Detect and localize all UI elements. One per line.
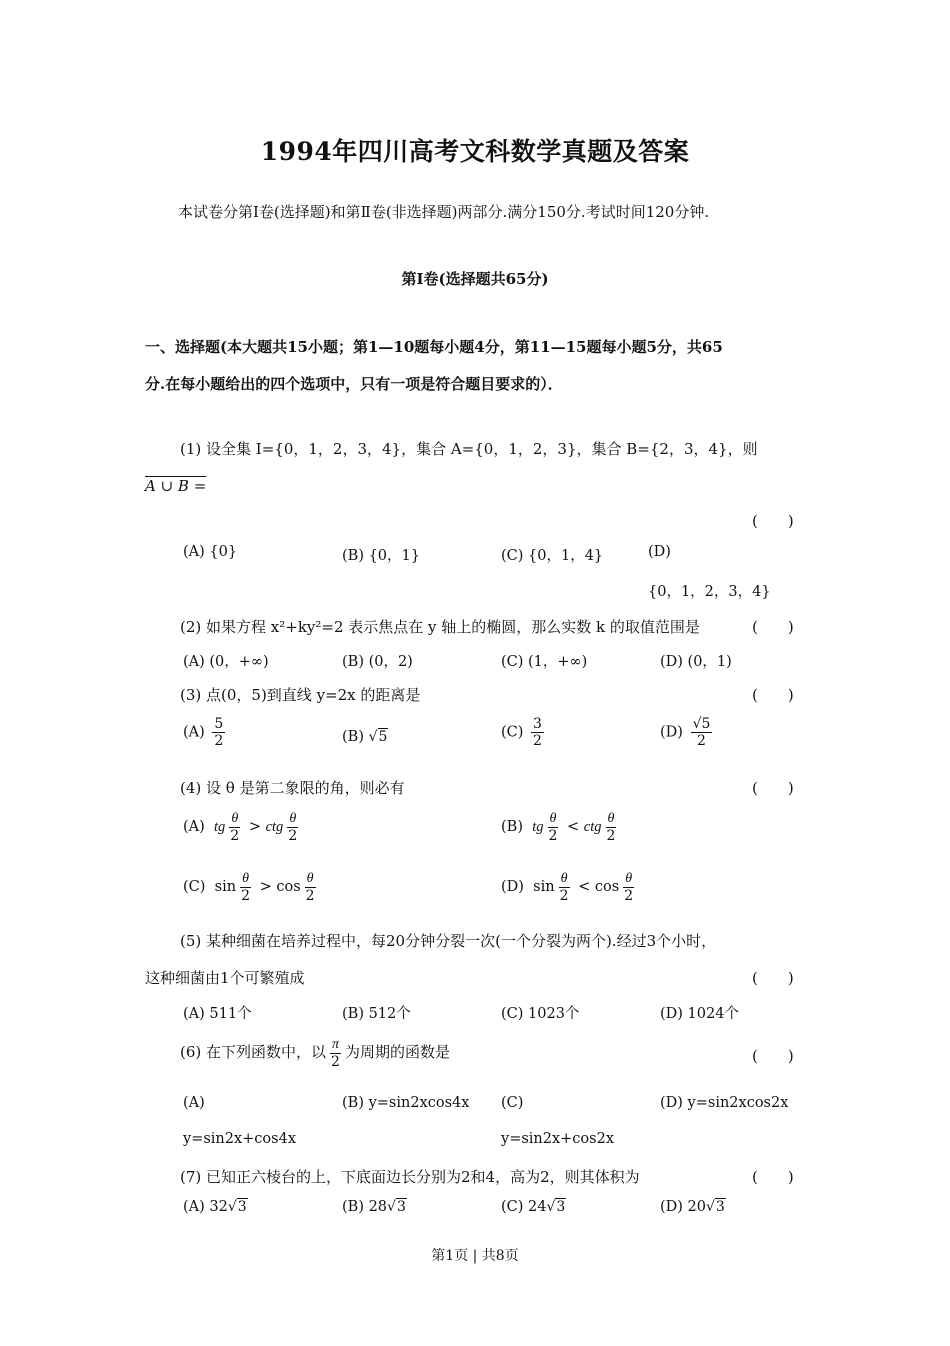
q2-option-a: (A) (0，+∞) bbox=[183, 654, 269, 670]
q3-stem: (3) 点(0，5)到直线 y=2x 的距离是 bbox=[180, 686, 421, 704]
q4-option-c: (C) sin $\frac{\theta}{2}$ > cos $\frac{\theta}{2}$ bbox=[183, 871, 315, 905]
q5-option-d: (D) 1024个 bbox=[660, 1006, 739, 1022]
q4-option-d: (D) sin $\frac{\theta}{2}$ < cos $\frac{\theta}{2}$ bbox=[501, 871, 634, 905]
section1-instructions-line2: 分.在每小题给出的四个选项中，只有一项是符合题目要求的）． bbox=[145, 375, 563, 393]
q1-option-b: (B) {0，1} bbox=[342, 548, 420, 564]
q6-option-c: (C) bbox=[501, 1095, 524, 1111]
q6-option-a: (A) bbox=[183, 1095, 205, 1111]
section1-instructions-line1: 一、选择题(本大题共15小题；第1—10题每小题4分，第11—15题每小题5分，共65 bbox=[145, 338, 723, 356]
q6-option-a-value: y=sin2x+cos4x bbox=[183, 1131, 297, 1147]
q2-stem: (2) 如果方程 x²+ky²=2 表示焦点在 y 轴上的椭圆，那么实数 k 的取值范围是 bbox=[180, 618, 700, 636]
q5-answer-paren: ( ) bbox=[752, 969, 794, 987]
q1-answer-paren: ( ) bbox=[752, 512, 794, 530]
q5-option-a: (A) 511个 bbox=[183, 1006, 252, 1022]
q3-answer-paren: ( ) bbox=[752, 686, 794, 704]
q7-option-c: (C) 24√3 bbox=[501, 1199, 566, 1215]
q7-answer-paren: ( ) bbox=[752, 1168, 794, 1186]
q1-option-d-value: {0，1，2，3，4} bbox=[648, 584, 771, 600]
q3-option-c: (C) $\frac{3}{2}$ bbox=[501, 716, 542, 750]
part1-heading: 第Ⅰ卷(选择题共65分) bbox=[401, 270, 549, 288]
q5-option-c: (C) 1023个 bbox=[501, 1006, 580, 1022]
q6-option-d: (D) y=sin2xcos2x bbox=[660, 1095, 789, 1111]
q1-stem: (1) 设全集 I={0，1，2，3，4}，集合 A={0，1，2，3}，集合 B={2，3，4}，则 bbox=[180, 440, 758, 458]
q5-stem-line2: 这种细菌由1个可繁殖成 bbox=[145, 969, 305, 987]
q4-option-a: (A) tg $\frac{\theta}{2}$ > ctg $\frac{\theta}{2}$ bbox=[183, 811, 298, 845]
q7-stem: (7) 已知正六棱台的上，下底面边长分别为2和4，高为2，则其体积为 bbox=[180, 1168, 640, 1186]
q2-option-b: (B) (0，2) bbox=[342, 654, 413, 670]
q2-option-c: (C) (1，+∞) bbox=[501, 654, 588, 670]
q3-option-b: (B) √5 bbox=[342, 729, 388, 745]
q7-option-b: (B) 28√3 bbox=[342, 1199, 406, 1215]
page-title: 1994年四川高考文科数学真题及答案 bbox=[260, 137, 690, 166]
page-footer: 第1页 | 共8页 bbox=[431, 1248, 519, 1264]
q1-option-c: (C) {0，1，4} bbox=[501, 548, 604, 564]
q6-answer-paren: ( ) bbox=[752, 1047, 794, 1065]
q1-option-a: (A) {0} bbox=[183, 544, 238, 560]
q5-option-b: (B) 512个 bbox=[342, 1006, 411, 1022]
q5-stem-line1: (5) 某种细菌在培养过程中，每20分钟分裂一次(一个分裂为两个).经过3个小时， bbox=[180, 932, 717, 950]
q7-option-a: (A) 32√3 bbox=[183, 1199, 247, 1215]
q7-option-d: (D) 20√3 bbox=[660, 1199, 725, 1215]
q1-expression: A ∪ B = bbox=[145, 477, 207, 495]
q1-option-d: (D) bbox=[648, 544, 671, 560]
q2-answer-paren: ( ) bbox=[752, 618, 794, 636]
q2-option-d: (D) (0，1) bbox=[660, 654, 732, 670]
exam-intro: 本试卷分第Ⅰ卷(选择题)和第Ⅱ卷(非选择题)两部分.满分150分.考试时间120分钟. bbox=[178, 203, 710, 221]
q4-stem: (4) 设 θ 是第二象限的角，则必有 bbox=[180, 779, 405, 797]
q6-option-c-value: y=sin2x+cos2x bbox=[501, 1131, 615, 1147]
q4-option-b: (B) tg $\frac{\theta}{2}$ < ctg $\frac{\theta}{2}$ bbox=[501, 811, 616, 845]
q4-answer-paren: ( ) bbox=[752, 779, 794, 797]
q3-option-a: (A) $\frac{5}{2}$ bbox=[183, 716, 224, 750]
q3-option-d: (D) $\frac{√5}{2}$ bbox=[660, 716, 711, 750]
q6-stem: (6) 在下列函数中，以 $\frac{\pi}{2}$ 为周期的函数是 bbox=[180, 1037, 450, 1071]
q6-option-b: (B) y=sin2xcos4x bbox=[342, 1095, 470, 1111]
